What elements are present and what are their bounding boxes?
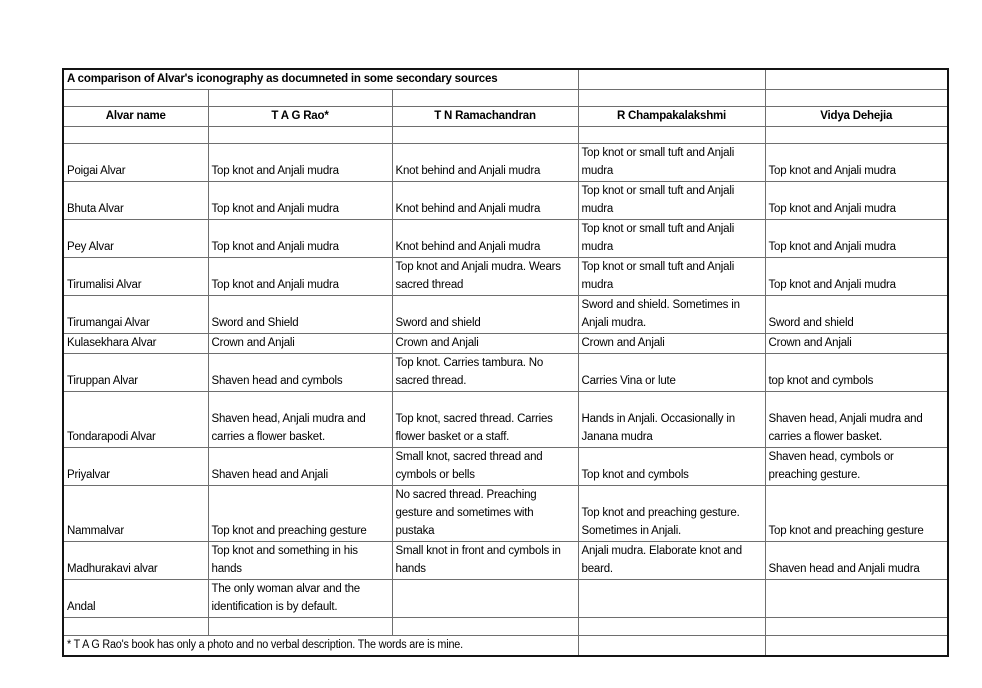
table-row-kulasekhara	[63, 334, 948, 354]
empty-cell	[765, 618, 948, 636]
cell-champakalakshmi: Hands in Anjali. Occasionally in Janana mudra	[578, 392, 765, 448]
empty-cell	[392, 90, 578, 107]
cell-dehejia: Shaven head and Anjali mudra	[765, 542, 948, 580]
empty-cell	[578, 69, 765, 90]
empty-cell	[578, 618, 765, 636]
title-row	[63, 69, 948, 90]
empty-cell	[392, 127, 578, 144]
cell-ramachandran: Top knot. Carries tambura. No sacred thread.	[392, 354, 578, 392]
column-header-champakalakshmi: R Champakalakshmi	[578, 107, 765, 127]
cell-alvar-name: Andal	[63, 580, 208, 618]
empty-cell	[765, 127, 948, 144]
cell-champakalakshmi	[578, 580, 765, 618]
cell-ramachandran: Small knot in front and cymbols in hands	[392, 542, 578, 580]
cell-dehejia: Top knot and Anjali mudra	[765, 258, 948, 296]
cell-dehejia: Top knot and Anjali mudra	[765, 220, 948, 258]
table-row-pey	[63, 220, 948, 258]
table-row-poigai	[63, 144, 948, 182]
cell-ramachandran	[392, 580, 578, 618]
cell-champakalakshmi: Top knot or small tuft and Anjali mudra	[578, 220, 765, 258]
table-row-andal	[63, 580, 948, 618]
cell-ramachandran: Top knot and Anjali mudra. Wears sacred thread	[392, 258, 578, 296]
spacer-row	[63, 90, 948, 107]
cell-champakalakshmi: Crown and Anjali	[578, 334, 765, 354]
empty-cell	[765, 69, 948, 90]
cell-ramachandran: No sacred thread. Preaching gesture and sometimes with pustaka	[392, 486, 578, 542]
cell-alvar-name: Tirumalisi Alvar	[63, 258, 208, 296]
empty-cell	[208, 127, 392, 144]
cell-dehejia: Shaven head, Anjali mudra and carries a flower basket.	[765, 392, 948, 448]
cell-champakalakshmi: Top knot and cymbols	[578, 448, 765, 486]
spacer-row	[63, 127, 948, 144]
cell-rao: Shaven head, Anjali mudra and carries a flower basket.	[208, 392, 392, 448]
empty-cell	[765, 90, 948, 107]
cell-dehejia: Crown and Anjali	[765, 334, 948, 354]
column-header-rao: T A G Rao*	[208, 107, 392, 127]
cell-ramachandran: Knot behind and Anjali mudra	[392, 220, 578, 258]
cell-alvar-name: Tirumangai Alvar	[63, 296, 208, 334]
alvar-comparison-table	[62, 68, 949, 657]
footnote-row	[63, 636, 948, 657]
cell-ramachandran: Knot behind and Anjali mudra	[392, 182, 578, 220]
table-row-bhuta	[63, 182, 948, 220]
cell-ramachandran: Sword and shield	[392, 296, 578, 334]
cell-ramachandran: Small knot, sacred thread and cymbols or bells	[392, 448, 578, 486]
table-row-tirumangai	[63, 296, 948, 334]
cell-rao: Top knot and Anjali mudra	[208, 182, 392, 220]
cell-alvar-name: Tondarapodi Alvar	[63, 392, 208, 448]
cell-alvar-name: Bhuta Alvar	[63, 182, 208, 220]
table-row-priyalvar	[63, 448, 948, 486]
table-row-tiruppan	[63, 354, 948, 392]
cell-dehejia	[765, 580, 948, 618]
cell-rao: Crown and Anjali	[208, 334, 392, 354]
cell-ramachandran: Crown and Anjali	[392, 334, 578, 354]
footnote-text: * T A G Rao's book has only a photo and no verbal description. The words are is mine.	[67, 639, 463, 651]
cell-dehejia: Shaven head, cymbols or preaching gesture.	[765, 448, 948, 486]
column-header-dehejia: Vidya Dehejia	[765, 107, 948, 127]
cell-champakalakshmi: Top knot or small tuft and Anjali mudra	[578, 258, 765, 296]
spacer-row	[63, 618, 948, 636]
empty-cell	[63, 618, 208, 636]
header-row	[63, 107, 948, 127]
empty-cell	[765, 636, 948, 657]
empty-cell	[392, 618, 578, 636]
cell-rao: Top knot and Anjali mudra	[208, 144, 392, 182]
cell-rao: Top knot and preaching gesture	[208, 486, 392, 542]
table-row-tirumalisi	[63, 258, 948, 296]
empty-cell	[63, 127, 208, 144]
footnote-cell	[63, 636, 578, 657]
empty-cell	[208, 618, 392, 636]
cell-rao: Top knot and Anjali mudra	[208, 258, 392, 296]
cell-ramachandran: Knot behind and Anjali mudra	[392, 144, 578, 182]
table-row-madhurakavi	[63, 542, 948, 580]
empty-cell	[578, 127, 765, 144]
cell-rao: Top knot and something in his hands	[208, 542, 392, 580]
empty-cell	[208, 90, 392, 107]
cell-dehejia: Top knot and Anjali mudra	[765, 144, 948, 182]
cell-rao: The only woman alvar and the identification is by default.	[208, 580, 392, 618]
table-row-tondarapodi	[63, 392, 948, 448]
empty-cell	[578, 90, 765, 107]
cell-dehejia: Top knot and preaching gesture	[765, 486, 948, 542]
cell-champakalakshmi: Top knot or small tuft and Anjali mudra	[578, 144, 765, 182]
empty-cell	[578, 636, 765, 657]
cell-champakalakshmi: Top knot or small tuft and Anjali mudra	[578, 182, 765, 220]
cell-ramachandran: Top knot, sacred thread. Carries flower basket or a staff.	[392, 392, 578, 448]
cell-dehejia: Top knot and Anjali mudra	[765, 182, 948, 220]
table-title: A comparison of Alvar's iconography as documneted in some secondary sources	[63, 69, 578, 90]
cell-rao: Sword and Shield	[208, 296, 392, 334]
cell-alvar-name: Poigai Alvar	[63, 144, 208, 182]
cell-rao: Top knot and Anjali mudra	[208, 220, 392, 258]
cell-alvar-name: Priyalvar	[63, 448, 208, 486]
cell-alvar-name: Kulasekhara Alvar	[63, 334, 208, 354]
cell-alvar-name: Nammalvar	[63, 486, 208, 542]
table-row-nammalvar	[63, 486, 948, 542]
cell-alvar-name: Pey Alvar	[63, 220, 208, 258]
column-header-ramachandran: T N Ramachandran	[392, 107, 578, 127]
cell-champakalakshmi: Carries Vina or lute	[578, 354, 765, 392]
column-header-alvar-name: Alvar name	[63, 107, 208, 127]
cell-champakalakshmi: Sword and shield. Sometimes in Anjali mudra.	[578, 296, 765, 334]
cell-dehejia: Sword and shield	[765, 296, 948, 334]
cell-alvar-name: Madhurakavi alvar	[63, 542, 208, 580]
cell-dehejia: top knot and cymbols	[765, 354, 948, 392]
empty-cell	[63, 90, 208, 107]
cell-champakalakshmi: Anjali mudra. Elaborate knot and beard.	[578, 542, 765, 580]
cell-rao: Shaven head and Anjali	[208, 448, 392, 486]
cell-champakalakshmi: Top knot and preaching gesture. Sometimes in Anjali.	[578, 486, 765, 542]
cell-alvar-name: Tiruppan Alvar	[63, 354, 208, 392]
cell-rao: Shaven head and cymbols	[208, 354, 392, 392]
